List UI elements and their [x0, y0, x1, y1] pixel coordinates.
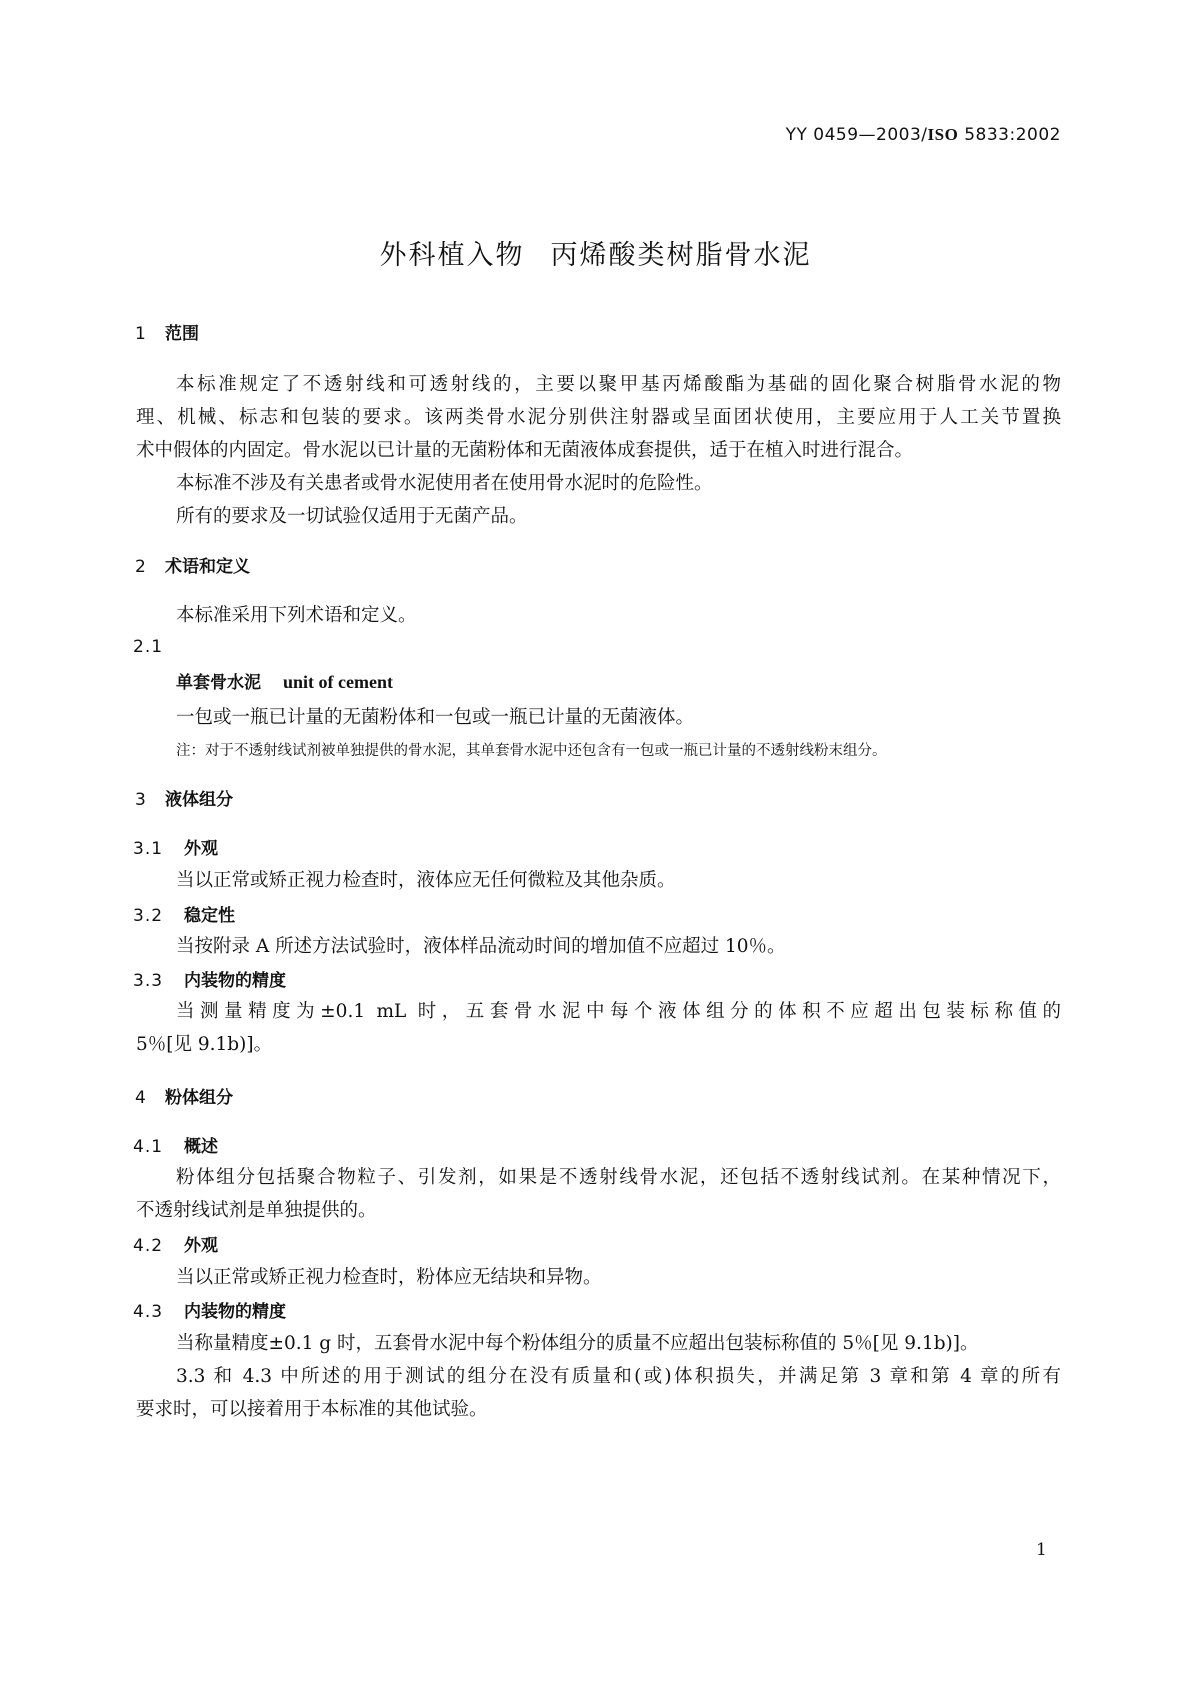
s1-p1-line1: 本标准规定了不透射线和可透射线的，主要以聚甲基丙烯酸酯为基础的固化聚合树脂骨水泥的物	[176, 374, 1061, 395]
s4-final-line2: 要求时，可以接着用于本标准的其他试验。	[136, 1399, 488, 1420]
section-4-3-heading: 4.3 内装物的精度	[133, 1302, 286, 1322]
section-2-1-number: 2.1	[133, 637, 164, 657]
s3-1-text: 当以正常或矫正视力检查时，液体应无任何微粒及其他杂质。	[176, 870, 676, 891]
s3-3-line1: 当测量精度为±0.1 mL 时，五套骨水泥中每个液体组分的体积不应超出包装标称值的	[176, 1001, 1061, 1022]
section-3-2-heading: 3.2 稳定性	[133, 906, 235, 926]
section-1-heading: 1 范围	[135, 324, 199, 344]
section-3-1-heading: 3.1 外观	[133, 839, 218, 859]
page-number: 1	[1036, 1540, 1047, 1560]
s1-p1-line2: 理、机械、标志和包装的要求。该两类骨水泥分别供注射器或呈面团状使用，主要应用于人工关节置换	[136, 407, 1061, 428]
page-title: 外科植入物 丙烯酸类树脂骨水泥	[379, 240, 812, 271]
section-4-heading: 4 粉体组分	[135, 1088, 233, 1108]
s1-p1-line3: 术中假体的内固定。骨水泥以已计量的无菌粉体和无菌液体成套提供，适于在植入时进行混合。	[136, 440, 914, 461]
s3-2-text: 当按附录 A 所述方法试验时，液体样品流动时间的增加值不应超过 10％。	[176, 936, 786, 957]
s4-1-line1: 粉体组分包括聚合物粒子、引发剂，如果是不透射线骨水泥，还包括不透射线试剂。在某种情况下，	[176, 1167, 1061, 1188]
section-3-heading: 3 液体组分	[135, 790, 233, 810]
s4-2-text: 当以正常或矫正视力检查时，粉体应无结块和异物。	[176, 1267, 602, 1288]
term-definition: 一包或一瓶已计量的无菌粉体和一包或一瓶已计量的无菌液体。	[176, 707, 695, 728]
s1-p2: 本标准不涉及有关患者或骨水泥使用者在使用骨水泥时的危险性。	[176, 473, 713, 494]
s3-3-line2: 5％[见 9.1b)]。	[136, 1034, 273, 1055]
s4-3-text: 当称量精度±0.1 g 时，五套骨水泥中每个粉体组分的质量不应超出包装标称值的 5％[见 9.1b)]。	[176, 1333, 979, 1354]
section-2-heading: 2 术语和定义	[135, 557, 250, 577]
section-4-2-heading: 4.2 外观	[133, 1236, 218, 1256]
s1-p3: 所有的要求及一切试验仅适用于无菌产品。	[176, 506, 528, 527]
s2-p1: 本标准采用下列术语和定义。	[176, 605, 417, 626]
s4-1-line2: 不透射线试剂是单独提供的。	[136, 1200, 377, 1221]
s4-final-line1: 3.3 和 4.3 中所述的用于测试的组分在没有质量和(或)体积损失，并满足第 3 章和第 4 章的所有	[176, 1366, 1061, 1387]
standard-code: YY 0459—2003/ISO 5833:2002	[785, 125, 1061, 145]
term-note: 注：对于不透射线试剂被单独提供的骨水泥，其单套骨水泥中还包含有一包或一瓶已计量的不透射线粉末组分。	[176, 743, 887, 759]
section-4-1-heading: 4.1 概述	[133, 1137, 218, 1157]
section-3-3-heading: 3.3 内装物的精度	[133, 971, 286, 991]
term-entry: 单套骨水泥 unit of cement	[176, 672, 393, 693]
